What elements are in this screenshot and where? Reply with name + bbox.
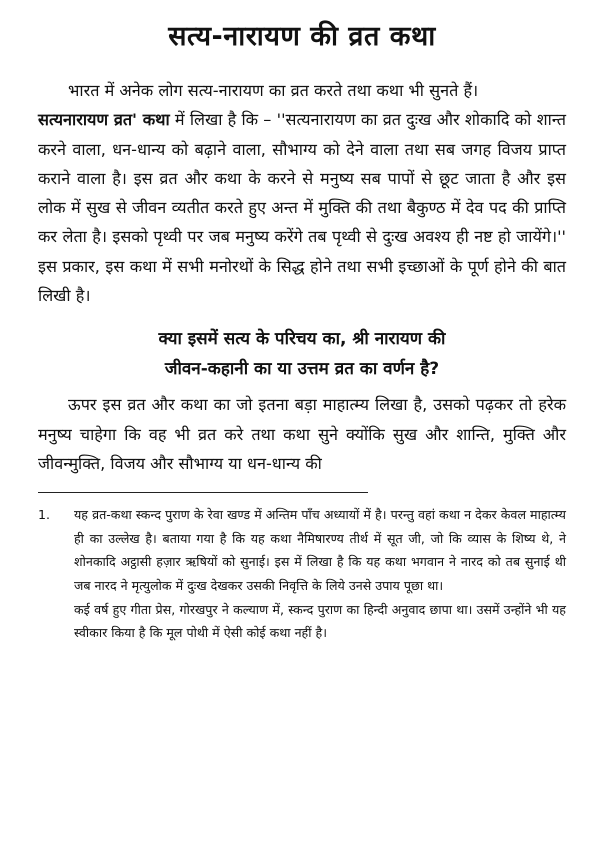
footnote-body <box>60 503 566 645</box>
heading-line-1: क्या इसमें सत्य के परिचय का, श्री नारायण की <box>158 329 446 350</box>
footnote-number: 1. <box>38 507 51 523</box>
section-heading <box>38 324 566 384</box>
intro-rest: में लिखा है कि – ''सत्यनारायण का व्रत दुःख और शोकादि को शान्त करने वाला, धन-धान्य को बढ़ाने वाला, सौभाग्य को देने वाला तथा सब जगह विजय प्राप्त कराने वाला है। इस व्रत और कथा के करने से मनुष्य सब पापों से छूट जाता है और इस लोक में सुख से जीवन व्यतीत करते हुए अन्त में मुक्ति की तथा बैकुण्ठ में देव पद की प्राप्ति कर लेता है। इसको पृथ्वी पर जब मनुष्य करेंगे तब पृथ्वी से दुःख अवश्य ही नष्ट हो जायेंगे।'' इस प्रकार, इस कथा में सभी मनोरथों के सिद्ध होने तथा सभी इच्छाओं के पूर्ण होने की बात लिखी है। <box>38 110 566 306</box>
intro-lead: भारत में अनेक लोग सत्य-नारायण का व्रत करते तथा कथा भी सुनते हैं। <box>68 81 479 100</box>
footnote-divider <box>38 492 368 493</box>
bold-reference: सत्यनारायण व्रत' कथा <box>38 110 170 130</box>
heading-line-2: जीवन-कहानी का या उत्तम व्रत का वर्णन है? <box>164 359 440 380</box>
second-paragraph: ऊपर इस व्रत और कथा का जो इतना बड़ा माहात्म्य लिखा है, उसको पढ़कर तो हरेक मनुष्य चाहेगा कि वह भी व्रत करे तथा कथा सुने क्योंकि सुख और शान्ति, मुक्ति और जीवन्मुक्ति, विजय और सौभाग्य या धन-धान्य की <box>38 395 566 473</box>
page-title: सत्य-नारायण की व्रत कथा <box>168 21 436 52</box>
footnote-paragraph-2: कई वर्ष हुए गीता प्रेस, गोरखपुर ने कल्याण में, स्कन्द पुराण का हिन्दी अनुवाद छापा था। उसमें उन्होंने भी यह स्वीकार किया है कि मूल पोथी में ऐसी कोई कथा नहीं है। <box>74 601 566 641</box>
intro-paragraph <box>38 76 566 310</box>
footnote-paragraph-1: यह व्रत-कथा स्कन्द पुराण के रेवा खण्ड में अन्तिम पाँच अध्यायों में है। परन्तु वहां कथा न देकर केवल माहात्म्य ही का उल्लेख है। बताया गया है कि यह कथा नैमिषारण्य तीर्थ में सूत जी, जो कि व्यास के शिष्य थे, ने शोनकादि अट्ठासी हज़ार ऋषियों को सुनाई। इस में लिखा है कि यह कथा भगवान ने नारद को तब सुनाई थी जब नारद ने मृत्युलोक में दुःख देखकर उसकी निवृत्ति के लिये उनसे उपाय पूछा था। <box>74 507 566 594</box>
footnote <box>38 503 566 645</box>
